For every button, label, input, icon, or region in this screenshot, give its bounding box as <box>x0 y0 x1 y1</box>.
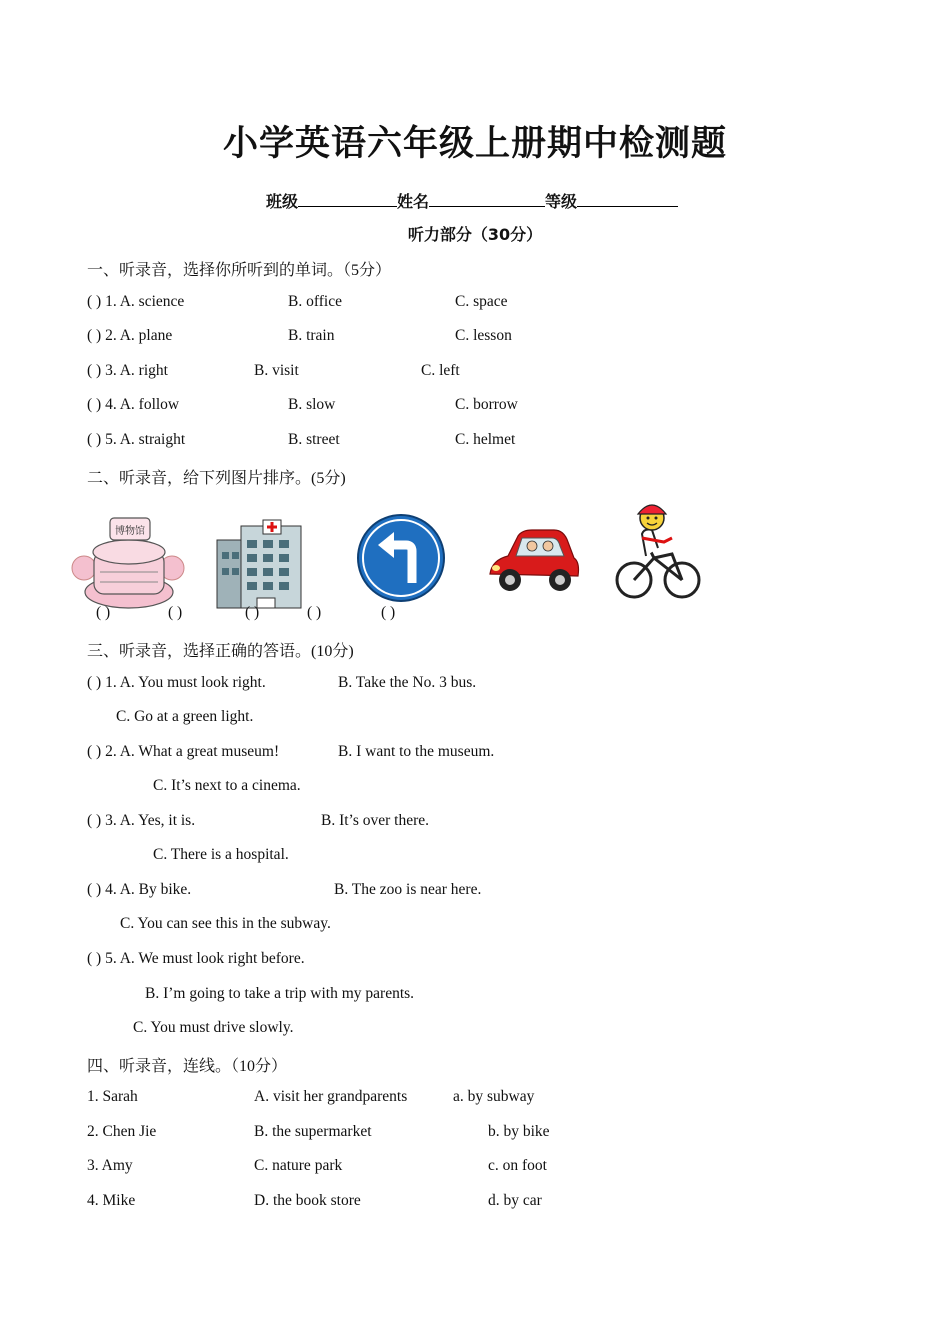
section1-score: （5分） <box>343 262 392 279</box>
bike-picture <box>612 498 704 604</box>
s1-item1-b: B. office <box>288 293 342 310</box>
grade-label: 等级 <box>545 192 578 211</box>
section4-score: （10分） <box>231 1058 288 1075</box>
picture-bracket-5[interactable]: ( ) <box>381 604 396 621</box>
student-info-line <box>266 189 678 212</box>
picture-bracket-3[interactable]: ( ) <box>245 604 260 621</box>
s4-name-1[interactable]: 1. Sarah <box>87 1088 138 1105</box>
s3-q4-a: ( ) 4. A. By bike. <box>87 881 192 898</box>
s3-q3-c: C. There is a hospital. <box>153 846 289 863</box>
section1-heading <box>87 257 391 280</box>
hospital-picture <box>213 518 305 610</box>
grade-blank[interactable] <box>577 190 678 207</box>
section2-score: (5分) <box>311 470 346 487</box>
s4-place-b[interactable]: B. the supermarket <box>254 1123 372 1140</box>
s1-item3-c: C. left <box>421 362 460 379</box>
s3-q1-a: ( ) 1. A. You must look right. <box>87 674 266 691</box>
picture-bracket-1[interactable]: ( ) <box>96 604 111 621</box>
s3-q3-b: B. It’s over there. <box>321 812 430 829</box>
s3-q1-c: C. Go at a green light. <box>116 708 254 725</box>
s3-q1-b: B. Take the No. 3 bus. <box>338 674 477 691</box>
class-blank[interactable] <box>298 190 397 207</box>
s4-place-a[interactable]: A. visit her grandparents <box>254 1088 408 1105</box>
listening-header: 听力部分（30分） <box>407 225 543 244</box>
s3-q2-c: C. It’s next to a cinema. <box>153 777 301 794</box>
s1-item5-a: ( ) 5. A. straight <box>87 431 186 448</box>
s1-item1-c: C. space <box>455 293 508 310</box>
s1-item2-c: C. lesson <box>455 327 512 344</box>
s3-q2-b: B. I want to the museum. <box>338 743 495 760</box>
s3-q4-b: B. The zoo is near here. <box>334 881 482 898</box>
museum-sign-text: 博物馆 <box>115 526 145 537</box>
s3-q5-c: C. You must drive slowly. <box>133 1019 294 1036</box>
s1-item2-b: B. train <box>288 327 335 344</box>
s1-item3-a: ( ) 3. A. right <box>87 362 168 379</box>
s4-way-d[interactable]: d. by car <box>488 1192 542 1209</box>
s1-item5-c: C. helmet <box>455 431 516 448</box>
section2-heading <box>87 465 346 488</box>
section3-score: (10分) <box>311 643 354 660</box>
section4-heading <box>87 1053 287 1076</box>
s4-name-3[interactable]: 3. Amy <box>87 1157 133 1174</box>
s4-name-2[interactable]: 2. Chen Jie <box>87 1123 157 1140</box>
section4-title: 四、听录音，连线。 <box>87 1056 232 1075</box>
s3-q4-c: C. You can see this in the subway. <box>120 915 331 932</box>
turn-left-sign-picture <box>356 513 446 603</box>
s3-q5-a: ( ) 5. A. We must look right before. <box>87 950 305 967</box>
picture-bracket-4[interactable]: ( ) <box>307 604 322 621</box>
section1-title: 一、听录音，选择你所听到的单词。 <box>87 260 344 279</box>
section2-title: 二、听录音，给下列图片排序。 <box>87 468 312 487</box>
s4-name-4[interactable]: 4. Mike <box>87 1192 136 1209</box>
picture-bracket-2[interactable]: ( ) <box>168 604 183 621</box>
s4-place-c[interactable]: C. nature park <box>254 1157 343 1174</box>
s1-item3-b: B. visit <box>254 362 299 379</box>
s3-q2-a: ( ) 2. A. What a great museum! <box>87 743 280 760</box>
name-label: 姓名 <box>397 192 430 211</box>
s4-place-d[interactable]: D. the book store <box>254 1192 361 1209</box>
class-label: 班级 <box>266 192 299 211</box>
s3-q3-a: ( ) 3. A. Yes, it is. <box>87 812 196 829</box>
s4-way-a[interactable]: a. by subway <box>453 1088 535 1105</box>
section3-heading <box>87 638 354 661</box>
name-blank[interactable] <box>429 190 545 207</box>
s1-item1-a: ( ) 1. A. science <box>87 293 185 310</box>
s1-item4-a: ( ) 4. A. follow <box>87 396 180 413</box>
section3-title: 三、听录音，选择正确的答语。 <box>87 641 312 660</box>
s1-item2-a: ( ) 2. A. plane <box>87 327 173 344</box>
s4-way-b[interactable]: b. by bike <box>488 1123 550 1140</box>
s3-q5-b: B. I’m going to take a trip with my parents. <box>145 985 415 1002</box>
s1-item4-c: C. borrow <box>455 396 518 413</box>
s1-item4-b: B. slow <box>288 396 336 413</box>
s1-item5-b: B. street <box>288 431 340 448</box>
s4-way-c[interactable]: c. on foot <box>488 1157 547 1174</box>
car-picture <box>484 522 582 604</box>
page-title: 小学英语六年级上册期中检测题 <box>222 124 727 164</box>
museum-picture <box>70 512 188 612</box>
